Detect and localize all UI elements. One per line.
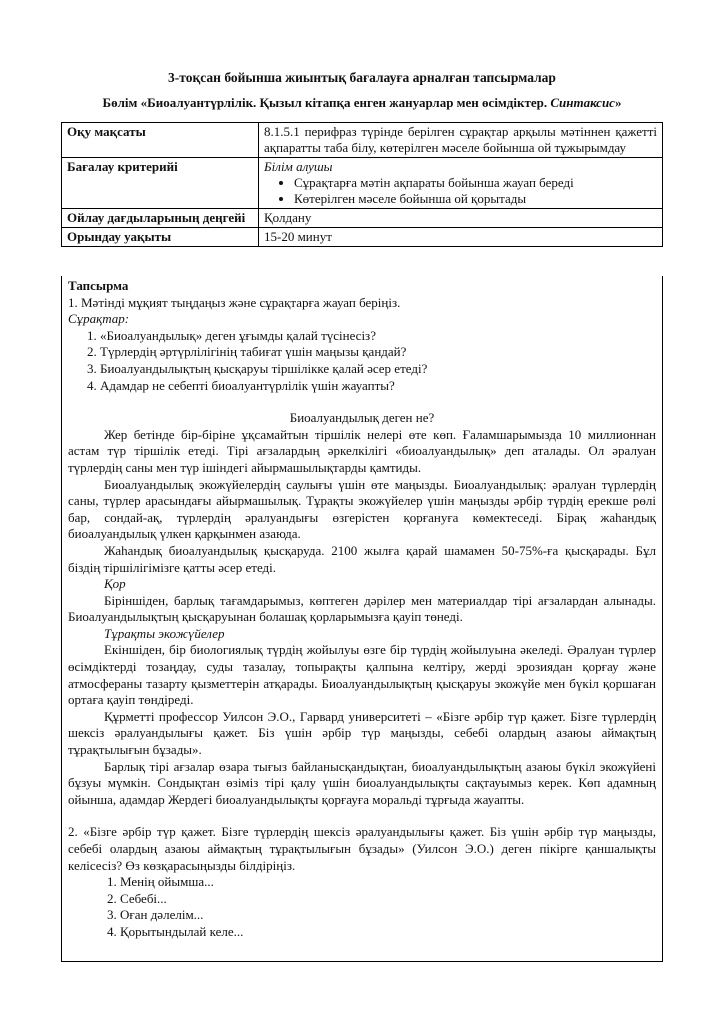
question-2: 2. «Бізге әрбір түр қажет. Бізге түрлердің шексіз әралуандылығы қажет. Біз үшін әрбір түр маңызды, себебі олардың азаюы аймақтың тұрақтылығын бұзады» (Уилсон Э.О.) деген пікірге қаншалықты келісесіз? Өз көзқарасыңызды білдіріңіз. [68, 824, 656, 873]
thinking-level: Қолдану [259, 209, 663, 228]
execution-time: 15-20 минут [259, 228, 663, 247]
learning-objective: 8.1.5.1 перифраз түрінде берілген сұрақтар арқылы мәтіннен қажетті ақпаратты таба білу, көтерілген мәселе бойынша ой тұжырымдау [259, 123, 663, 158]
section-prefix: Бөлім «Биоалуантүрлілік. Қызыл кітапқа енген жануарлар мен өсімдіктер. [102, 95, 551, 110]
list-item: 1. Менің ойымша... [120, 874, 656, 891]
list-item: • Көтерілген мәселе бойынша ой қорытады [294, 191, 657, 207]
list-item: 2. Түрлердің әртүрлілігінің табиғат үшін маңызы қандай? [100, 344, 656, 361]
text-title: Биоалуандылық деген не? [289, 410, 435, 426]
table-row [62, 228, 663, 247]
criteria-list [264, 175, 657, 207]
paragraph: Барлық тірі ағзалар өзара тығыз байланысқандықтан, биоалуандылықтың азаюы бүкіл экожүйені бұзуы мүмкін. Сондықтан өзіміз тірі қалу үшін биоалуандылықты сақтауымыз керек. Көп адамның ойынша, адамдар Жердегі биоалуандылықты қорғауға моральді тұрғыда жауапты. [68, 758, 656, 807]
list-item: 4. Қорытындылай келе... [120, 924, 656, 941]
paragraph: Биоалуандылық экожүйелердің саулығы үшін өте маңызды. Биоалуандылық: әралуан түрлердің саны, түрлер арасындағы айырмашылық. Тұрақты экожүйелер үшін маңызды әрбір түрдің ерекше рөлі бар, сондай-ақ, түрлердің әралуандығы өзгерістен қорғануға көмектеседі. Бірақ жаһандық биоалуандылық үлкен қарқынмен азаюда. [68, 476, 656, 542]
paragraph: Жаһандық биоалуандылық қысқаруда. 2100 жылға қарай шамамен 50-75%-ға қысқарады. Бұл біздің тіршілігімізге қатты әсер етеді. [68, 542, 656, 575]
table-row [62, 123, 663, 158]
document-title: 3-тоқсан бойынша жиынтық бағалауға арналған тапсырмалар [168, 70, 556, 85]
questions-list [68, 328, 656, 394]
spacer [68, 808, 656, 824]
list-item: 2. Себебі... [120, 891, 656, 908]
subheading: Қор [104, 576, 126, 592]
paragraph: Екіншіден, бір биологиялық түрдің жойылуы өзге бір түрдің жойылуына әкеледі. Әралуан түрлер өсімдіктерді тозаңдау, суды тазалау, топырақты қалпына келтіру, жерді эрозиядан қорғау және атмосфераны тазарту қызметтерін атқарады. Биоалуандылықтың қысқаруы экожүйе мен бүкіл қоршаған ортаға қауіп төндіреді. [68, 642, 656, 708]
section-suffix: » [614, 95, 622, 110]
assessment-criteria [259, 158, 663, 209]
paragraph: Жер бетінде бір-біріне ұқсамайтын тіршілік нелері өте көп. Ғаламшарымызда 10 миллионнан астам түр тіршілік етеді. Тірі ағзалардың әркелкілігі «биоалуандылық» деп аталады. Ол әралуан түрлердің саны мен түр ішіндегі айырмашылықтарды қамтиды. [68, 426, 656, 475]
task-heading: Тапсырма [68, 278, 129, 293]
spacer [68, 394, 656, 410]
list-item: 3. Оған дәлелім... [120, 907, 656, 924]
row-label: Бағалау критерийі [62, 158, 259, 209]
table-row [62, 209, 663, 228]
list-item: 4. Адамдар не себепті биоалуантүрлілік үшін жауапты? [100, 378, 656, 395]
section-italic: Синтаксис [550, 95, 615, 110]
row-label: Орындау уақыты [62, 228, 259, 247]
table-row [62, 158, 663, 209]
subheading: Тұрақты экожүйелер [104, 625, 225, 641]
questions-label: Сұрақтар: [68, 311, 130, 327]
info-table [61, 122, 663, 247]
criteria-heading: Білім алушы [264, 159, 333, 174]
list-item: 1. «Биоалуандылық» деген ұғымды қалай түсінесіз? [100, 328, 656, 345]
row-label: Ойлау дағдыларының деңгейі [62, 209, 259, 228]
section-subtitle [0, 95, 724, 111]
paragraph: Біріншіден, барлық тағамдарымыз, көптеген дәрілер мен материалдар тірі ағзалардан алынады. Биоалуандылықтың қысқаруынан болашақ қорларымызға қауіп төнеді. [68, 592, 656, 625]
list-item: • Сұрақтарға мәтін ақпараты бойынша жауап береді [294, 175, 657, 191]
paragraph: Құрметті профессор Уилсон Э.О., Гарвард университеті – «Бізге әрбір түр қажет. Бізге түрлердің шексіз әралуандылығы қажет. Біз үшін әрбір түр маңызды, себебі олардың азаюы аймақтың тұрақтылығын бұзады». [68, 708, 656, 758]
task-block [61, 276, 663, 962]
answer-prompts [68, 874, 656, 940]
row-label: Оқу мақсаты [62, 123, 259, 158]
list-item: 3. Биоалуандылықтың қысқаруы тіршілікке қалай әсер етеді? [100, 361, 656, 378]
task-instruction: 1. Мәтінді мұқият тыңдаңыз және сұрақтарға жауап беріңіз. [68, 294, 401, 310]
